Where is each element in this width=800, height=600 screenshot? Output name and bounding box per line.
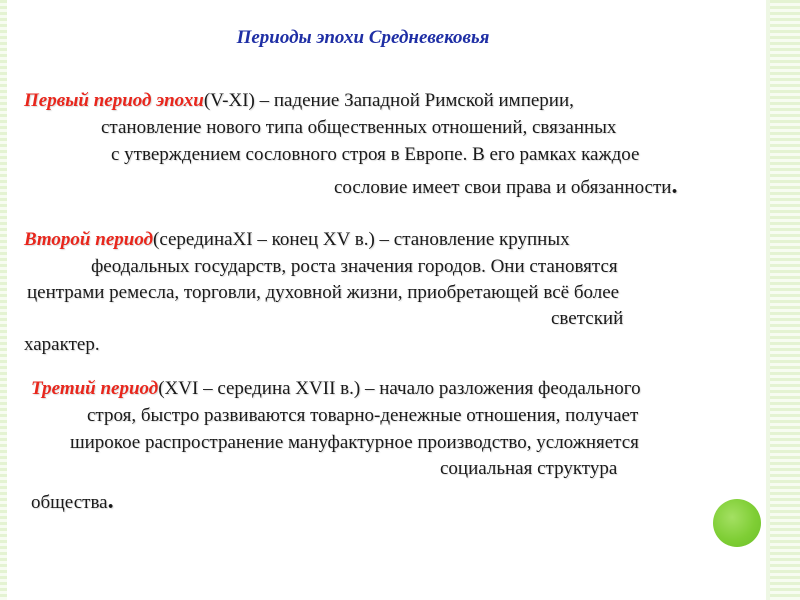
right-decorative-stripe bbox=[770, 0, 800, 600]
period-3-line-4: социальная структура bbox=[440, 458, 618, 479]
period-1-line-2: становление нового типа общественных отношений, связанных bbox=[101, 117, 617, 138]
period-3-lead: Третий период bbox=[31, 378, 159, 399]
period-2-line-3: центрами ремесла, торговли, духовной жизни, приобретающей всё более bbox=[27, 282, 620, 303]
left-decorative-stripe bbox=[0, 0, 7, 600]
period-3-final-dot: . bbox=[107, 488, 114, 514]
period-2-line-1 bbox=[24, 229, 570, 251]
period-3-line-3: широкое распространение мануфактурное производство, усложняется bbox=[70, 432, 639, 453]
period-1-line-1 bbox=[24, 90, 574, 112]
period-1-line-3: с утверждением сословного строя в Европе. В его рамках каждое bbox=[111, 144, 640, 165]
period-2-line-4: светский bbox=[551, 308, 624, 329]
period-2-lead: Второй период bbox=[24, 229, 153, 250]
green-circle-icon bbox=[713, 499, 761, 547]
period-1-text-end: сословие имеет свои права и обязанности bbox=[334, 177, 672, 198]
period-3-line-5 bbox=[31, 488, 114, 515]
period-3-text: (XVI – середина XVII в.) – начало разложения феодального bbox=[158, 378, 641, 399]
period-1-final-dot: . bbox=[671, 173, 678, 199]
period-2-text: (серединаXI – конец XV в.) – становление крупных bbox=[153, 229, 570, 250]
period-1-text: (V-XI) – падение Западной Римской империи, bbox=[203, 90, 574, 111]
period-1-lead: Первый период эпохи bbox=[24, 90, 204, 111]
period-2-line-2: феодальных государств, роста значения городов. Они становятся bbox=[91, 256, 618, 277]
period-3-line-2: строя, быстро развиваются товарно-денежные отношения, получает bbox=[87, 405, 639, 426]
period-2-line-5: характер. bbox=[24, 334, 100, 355]
period-3-line-1 bbox=[31, 378, 641, 400]
period-1-line-4 bbox=[334, 173, 677, 200]
slide-title: Периоды эпохи Средневековья bbox=[236, 27, 490, 48]
period-3-text-end: общества bbox=[31, 492, 108, 513]
